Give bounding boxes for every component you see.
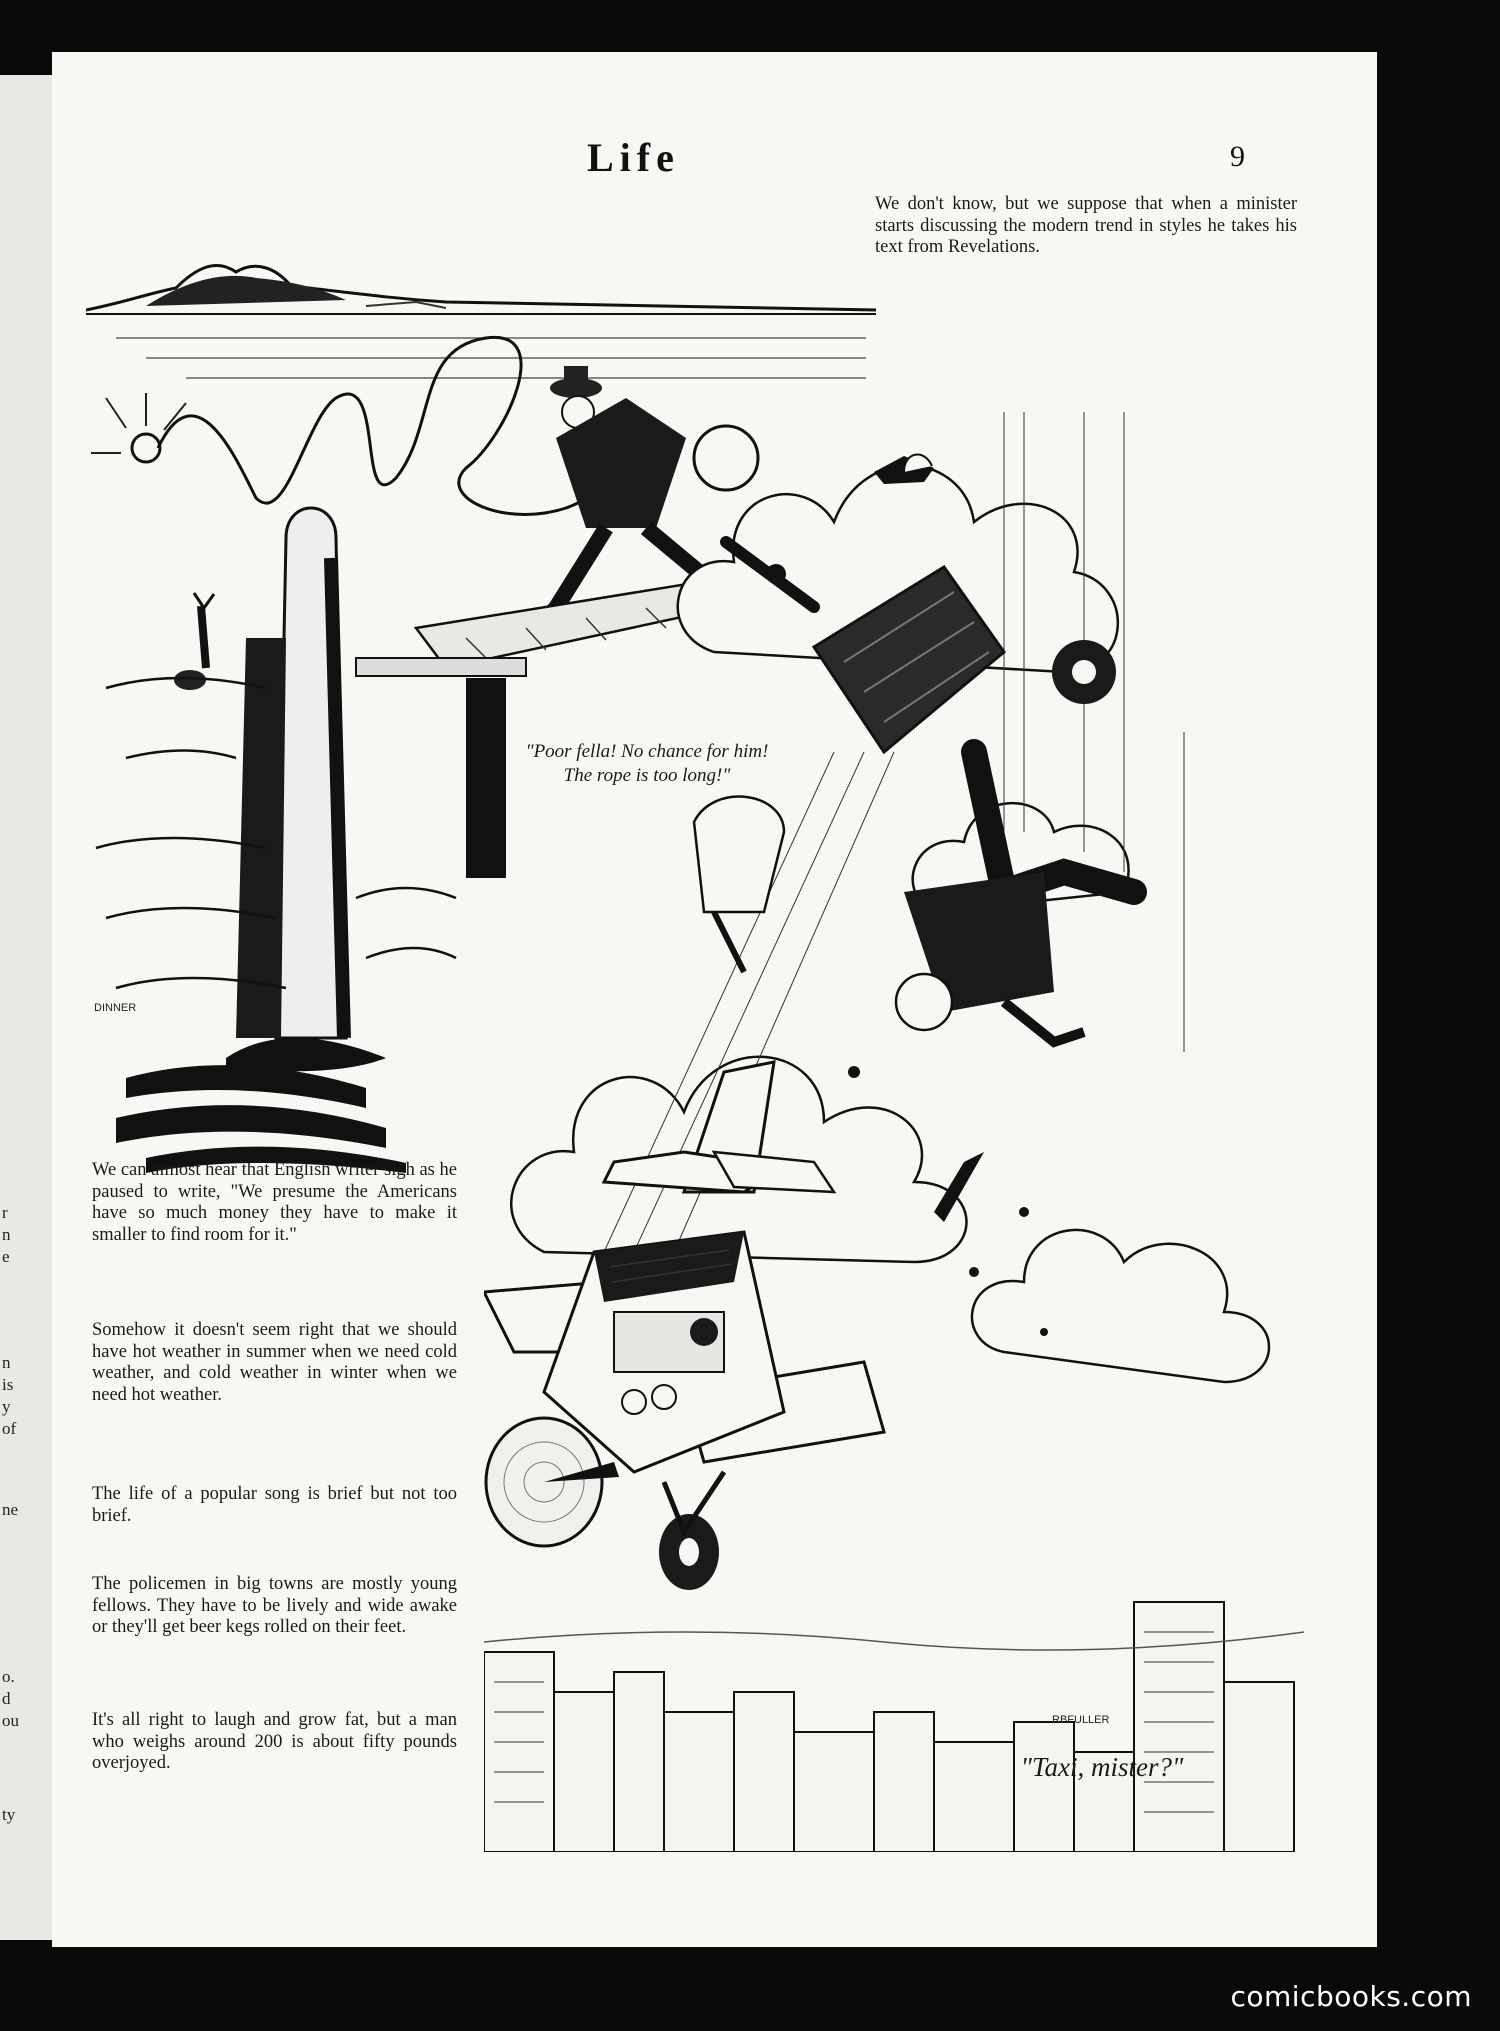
left-cartoon-signature: DINNER (94, 1002, 137, 1014)
facing-page-fragment: y (2, 1397, 11, 1416)
weather-paragraph: Somehow it doesn't seem right that we should have hot weather in summer when we need cold weather, and cold weather in winter when we need hot weather. (92, 1320, 457, 1405)
minister-paragraph: We don't know, but we suppose that when a minister starts discussing the modern trend in styles he takes his text from Revelations. (875, 194, 1297, 257)
popular-song-paragraph: The life of a popular song is brief but not too brief. (92, 1484, 457, 1526)
facing-page-fragment: ty (2, 1805, 16, 1824)
facing-page-fragment: of (2, 1419, 17, 1438)
taxi-airplane-cartoon-illustration (484, 352, 1304, 1852)
facing-page-fragment: e (2, 1247, 10, 1266)
facing-page-fragment: is (2, 1375, 14, 1394)
facing-page-edge (0, 75, 55, 1940)
policemen-paragraph: The policemen in big towns are mostly young fellows. They have to be lively and wide awake or they'll get beer kegs rolled on their feet. (92, 1574, 457, 1637)
taxi-cartoon-caption: "Taxi, mister?" (1020, 1752, 1184, 1782)
rope-caption-line-2: The rope is too long!" (563, 765, 731, 786)
page-number: 9 (1230, 140, 1245, 173)
facing-page-fragment: ou (2, 1711, 19, 1730)
facing-page-fragment: d (2, 1689, 11, 1708)
facing-page-fragment: n (2, 1353, 11, 1372)
right-cartoon-signature: RBFULLER (1052, 1714, 1110, 1726)
magazine-page (52, 52, 1377, 1947)
facing-page-fragment: r (2, 1203, 8, 1222)
magazine-masthead: Life (587, 135, 680, 180)
grow-fat-paragraph: It's all right to laugh and grow fat, but a man who weighs around 200 is about fifty pounds overjoyed. (92, 1710, 457, 1773)
english-writer-paragraph: We can almost hear that English writer sigh as he paused to write, "We presume the Americans have so much money they have to make it smaller to find room for it." (92, 1160, 457, 1245)
rope-caption-line-1: "Poor fella! No chance for him! (525, 741, 769, 762)
facing-page-fragment: ne (2, 1500, 19, 1519)
site-watermark: comicbooks.com (1230, 1980, 1472, 2013)
facing-page-fragment: n (2, 1225, 11, 1244)
facing-page-fragment: o. (2, 1667, 15, 1686)
